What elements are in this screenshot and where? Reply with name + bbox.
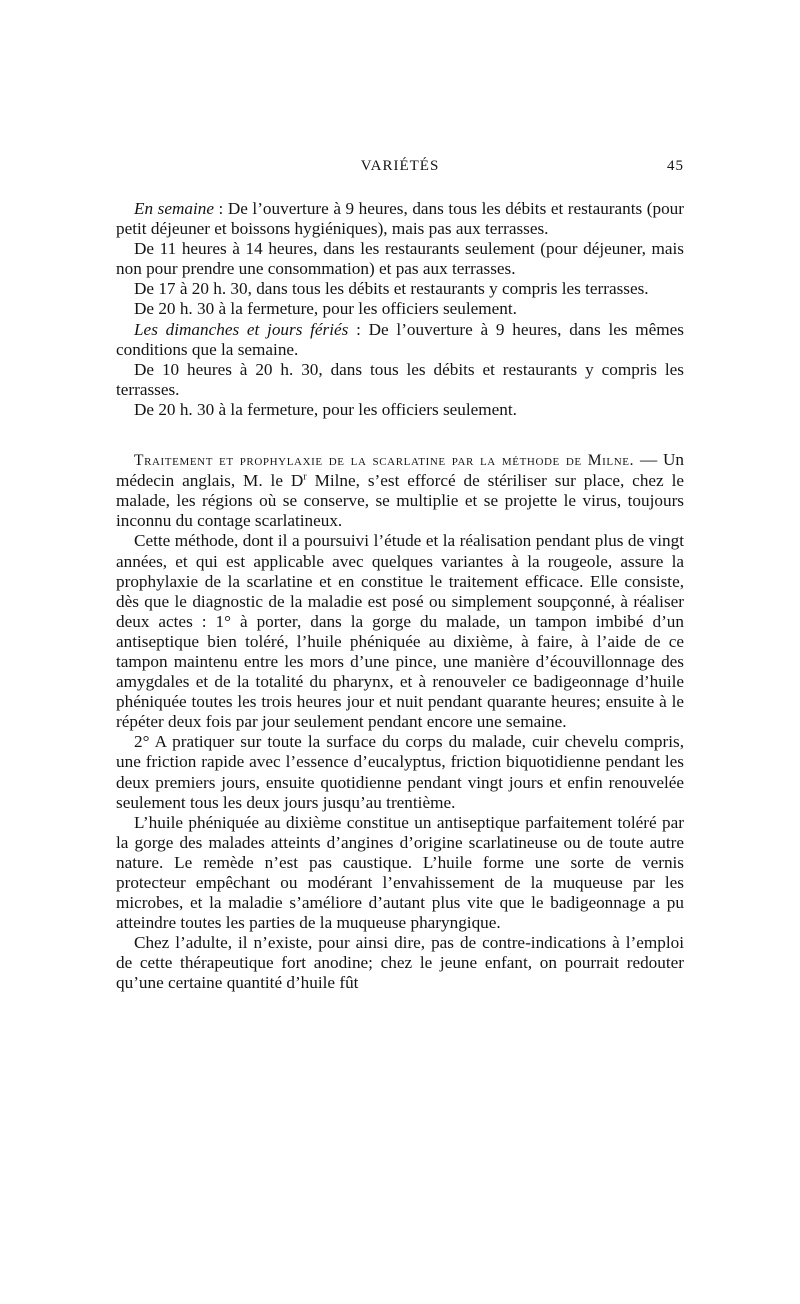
schedule-section [116,199,684,420]
paragraph: L’huile phéniquée au dixième constitue un antiseptique parfaitement toléré par la gorge des malades atteints d’angines d’origine scarlatineuse ou de toute autre nature. Le remède n’est pas caustique. L’huile forme une sorte de vernis protecteur empêchant ou modérant l’envahissement de la muqueuse par les microbes, et la maladie s’améliore d’autant plus vite que le badigeonnage a pu atteindre toutes les parties de la muqueuse pharyngique. [116,812,684,933]
document-page [116,155,684,994]
page-number: 45 [667,158,684,174]
paragraph: De 20 h. 30 à la fermeture, pour les officiers seulement. [134,399,517,419]
paragraph: Chez l’adulte, il n’existe, pour ainsi dire, pas de contre-indications à l’emploi de cette thérapeutique fort anodine; chez le jeune enfant, on pourrait redouter qu’une certaine quantité d’huile fût [116,933,684,993]
paragraph: De 10 heures à 20 h. 30, dans tous les débits et restaurants y compris les terrasses. [116,359,684,399]
sundays-label: Les dimanches et jours fériés [134,319,349,339]
paragraph [116,320,684,360]
superscript: r [303,471,307,483]
paragraph: Cette méthode, dont il a poursuivi l’étude et la réalisation pendant plus de vingt années, et qui est applicable avec quelques variantes à la rougeole, assure la prophylaxie de la scarlatine et en constitue le traitement efficace. Elle consiste, dès que le diagnostic de la maladie est posé ou simplement soupçonné, à réaliser deux actes : 1° à porter, dans la gorge du malade, un tampon imbibé d’un antiseptique bien toléré, l’huile phéniquée au dixième, à faire, à l’aide de ce tampon maintenu entre les mors d’une pince, une manière d’écouvillonnage des amygdales et de la totalité du pharynx, et à renouveler ce badigeonnage d’huile phéniquée toutes les trois heures jour et nuit pendant quarante heures; ensuite à le répéter deux fois par jour seulement pendant encore une semaine. [116,531,684,732]
page-header [116,155,684,181]
article-intro: — Un médecin anglais, M. le D [116,450,684,491]
paragraph: De 20 h. 30 à la fermeture, pour les officiers seulement. [134,299,517,319]
weekdays-label: En semaine [134,199,214,218]
paragraph [116,450,684,531]
weekdays-text: : De l’ouverture à 9 heures, dans tous les débits et restaurants (pour petit déjeuner et boissons hygiéniques), mais pas aux terrasses. [116,199,684,239]
article-intro-cont: Milne, s’est efforcé de stériliser sur place, chez le malade, les régions où se conserve, se multiplie et se projette le virus, toujours inconnu du contage scarlatineux. [116,471,684,531]
article-section [116,450,684,994]
paragraph: De 11 heures à 14 heures, dans les restaurants seulement (pour déjeuner, mais non pour prendre une consommation) et pas aux terrasses. [116,239,684,279]
article-title: Traitement et prophylaxie de la scarlatine par la méthode de Milne. [134,452,635,470]
running-title: VARIÉTÉS [360,158,440,174]
sundays-text: : De l’ouverture à 9 heures, dans les mêmes conditions que la semaine. [116,319,684,359]
paragraph: 2° A pratiquer sur toute la surface du corps du malade, cuir chevelu compris, une friction rapide avec l’essence d’eucalyptus, friction biquotidienne pendant les deux premiers jours, ensuite quotidienne pendant vingt jours et enfin renouvelée seulement tous les deux jours jusqu’au trentième. [116,732,684,812]
paragraph [116,199,684,239]
paragraph: De 17 à 20 h. 30, dans tous les débits et restaurants y compris les terrasses. [134,279,649,299]
